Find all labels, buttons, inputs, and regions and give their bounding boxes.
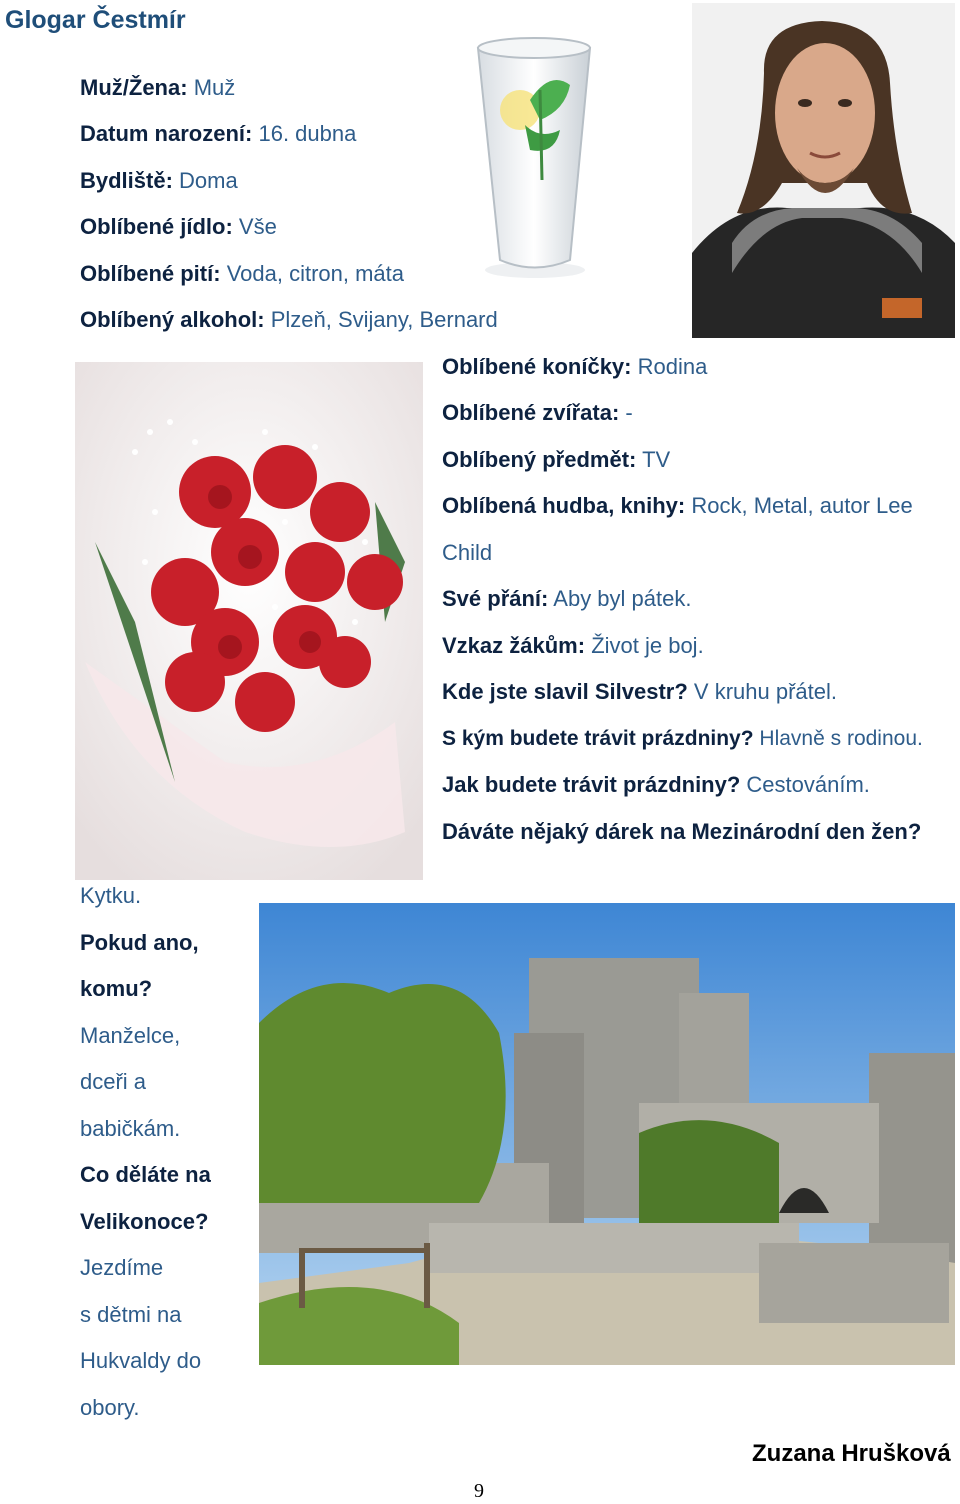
profile-line: obory. [80,1395,140,1420]
profile-line: Co děláte na [80,1162,211,1187]
profile-line: Oblíbené koníčky: Rodina [442,354,708,379]
profile-line: Muž/Žena: Muž [80,75,236,100]
profile-line: Oblíbený alkohol: Plzeň, Svijany, Bernard [80,307,498,332]
profile-line: Vzkaz žákům: Život je boj. [442,633,704,658]
profile-line: Své přání: Aby byl pátek. [442,586,692,611]
profile-line: Velikonoce? [80,1209,209,1234]
profile-line: komu? [80,976,153,1001]
profile-line: Dáváte nějaký dárek na Mezinárodní den žen? [442,819,922,844]
profile-line: Oblíbený předmět: TV [442,447,671,472]
roses-bouquet-image [75,362,423,880]
profile-line: babičkám. [80,1116,181,1141]
profile-line: S kým budete trávit prázdniny? Hlavně s rodinou. [442,727,923,750]
profile-line: Oblíbené jídlo: Vše [80,214,277,239]
profile-line: Jak budete trávit prázdniny? Cestováním. [442,772,870,797]
profile-line: Child [442,540,493,565]
castle-ruins-image [259,903,955,1365]
profile-line: Jezdíme [80,1255,164,1280]
profile-line: Kde jste slavil Silvestr? V kruhu přátel. [442,679,837,704]
profile-line: Oblíbené pití: Voda, citron, máta [80,261,405,286]
profile-line: Bydliště: Doma [80,168,238,193]
page-title: Glogar Čestmír [5,6,186,34]
profile-line: Manželce, [80,1023,181,1048]
profile-line: Oblíbená hudba, knihy: Rock, Metal, autor Lee [442,493,913,518]
profile-line: Hukvaldy do [80,1348,202,1373]
portrait-photo [692,3,955,338]
water-glass-image [470,30,600,280]
author-name: Zuzana Hrušková [752,1440,951,1467]
profile-line: Datum narození: 16. dubna [80,121,357,146]
profile-line: s dětmi na [80,1302,182,1327]
page-number: 9 [474,1480,484,1502]
profile-line: Kytku. [80,883,142,908]
profile-line: Pokud ano, [80,930,199,955]
profile-line: dceři a [80,1069,147,1094]
profile-line: Oblíbené zvířata: - [442,400,633,425]
